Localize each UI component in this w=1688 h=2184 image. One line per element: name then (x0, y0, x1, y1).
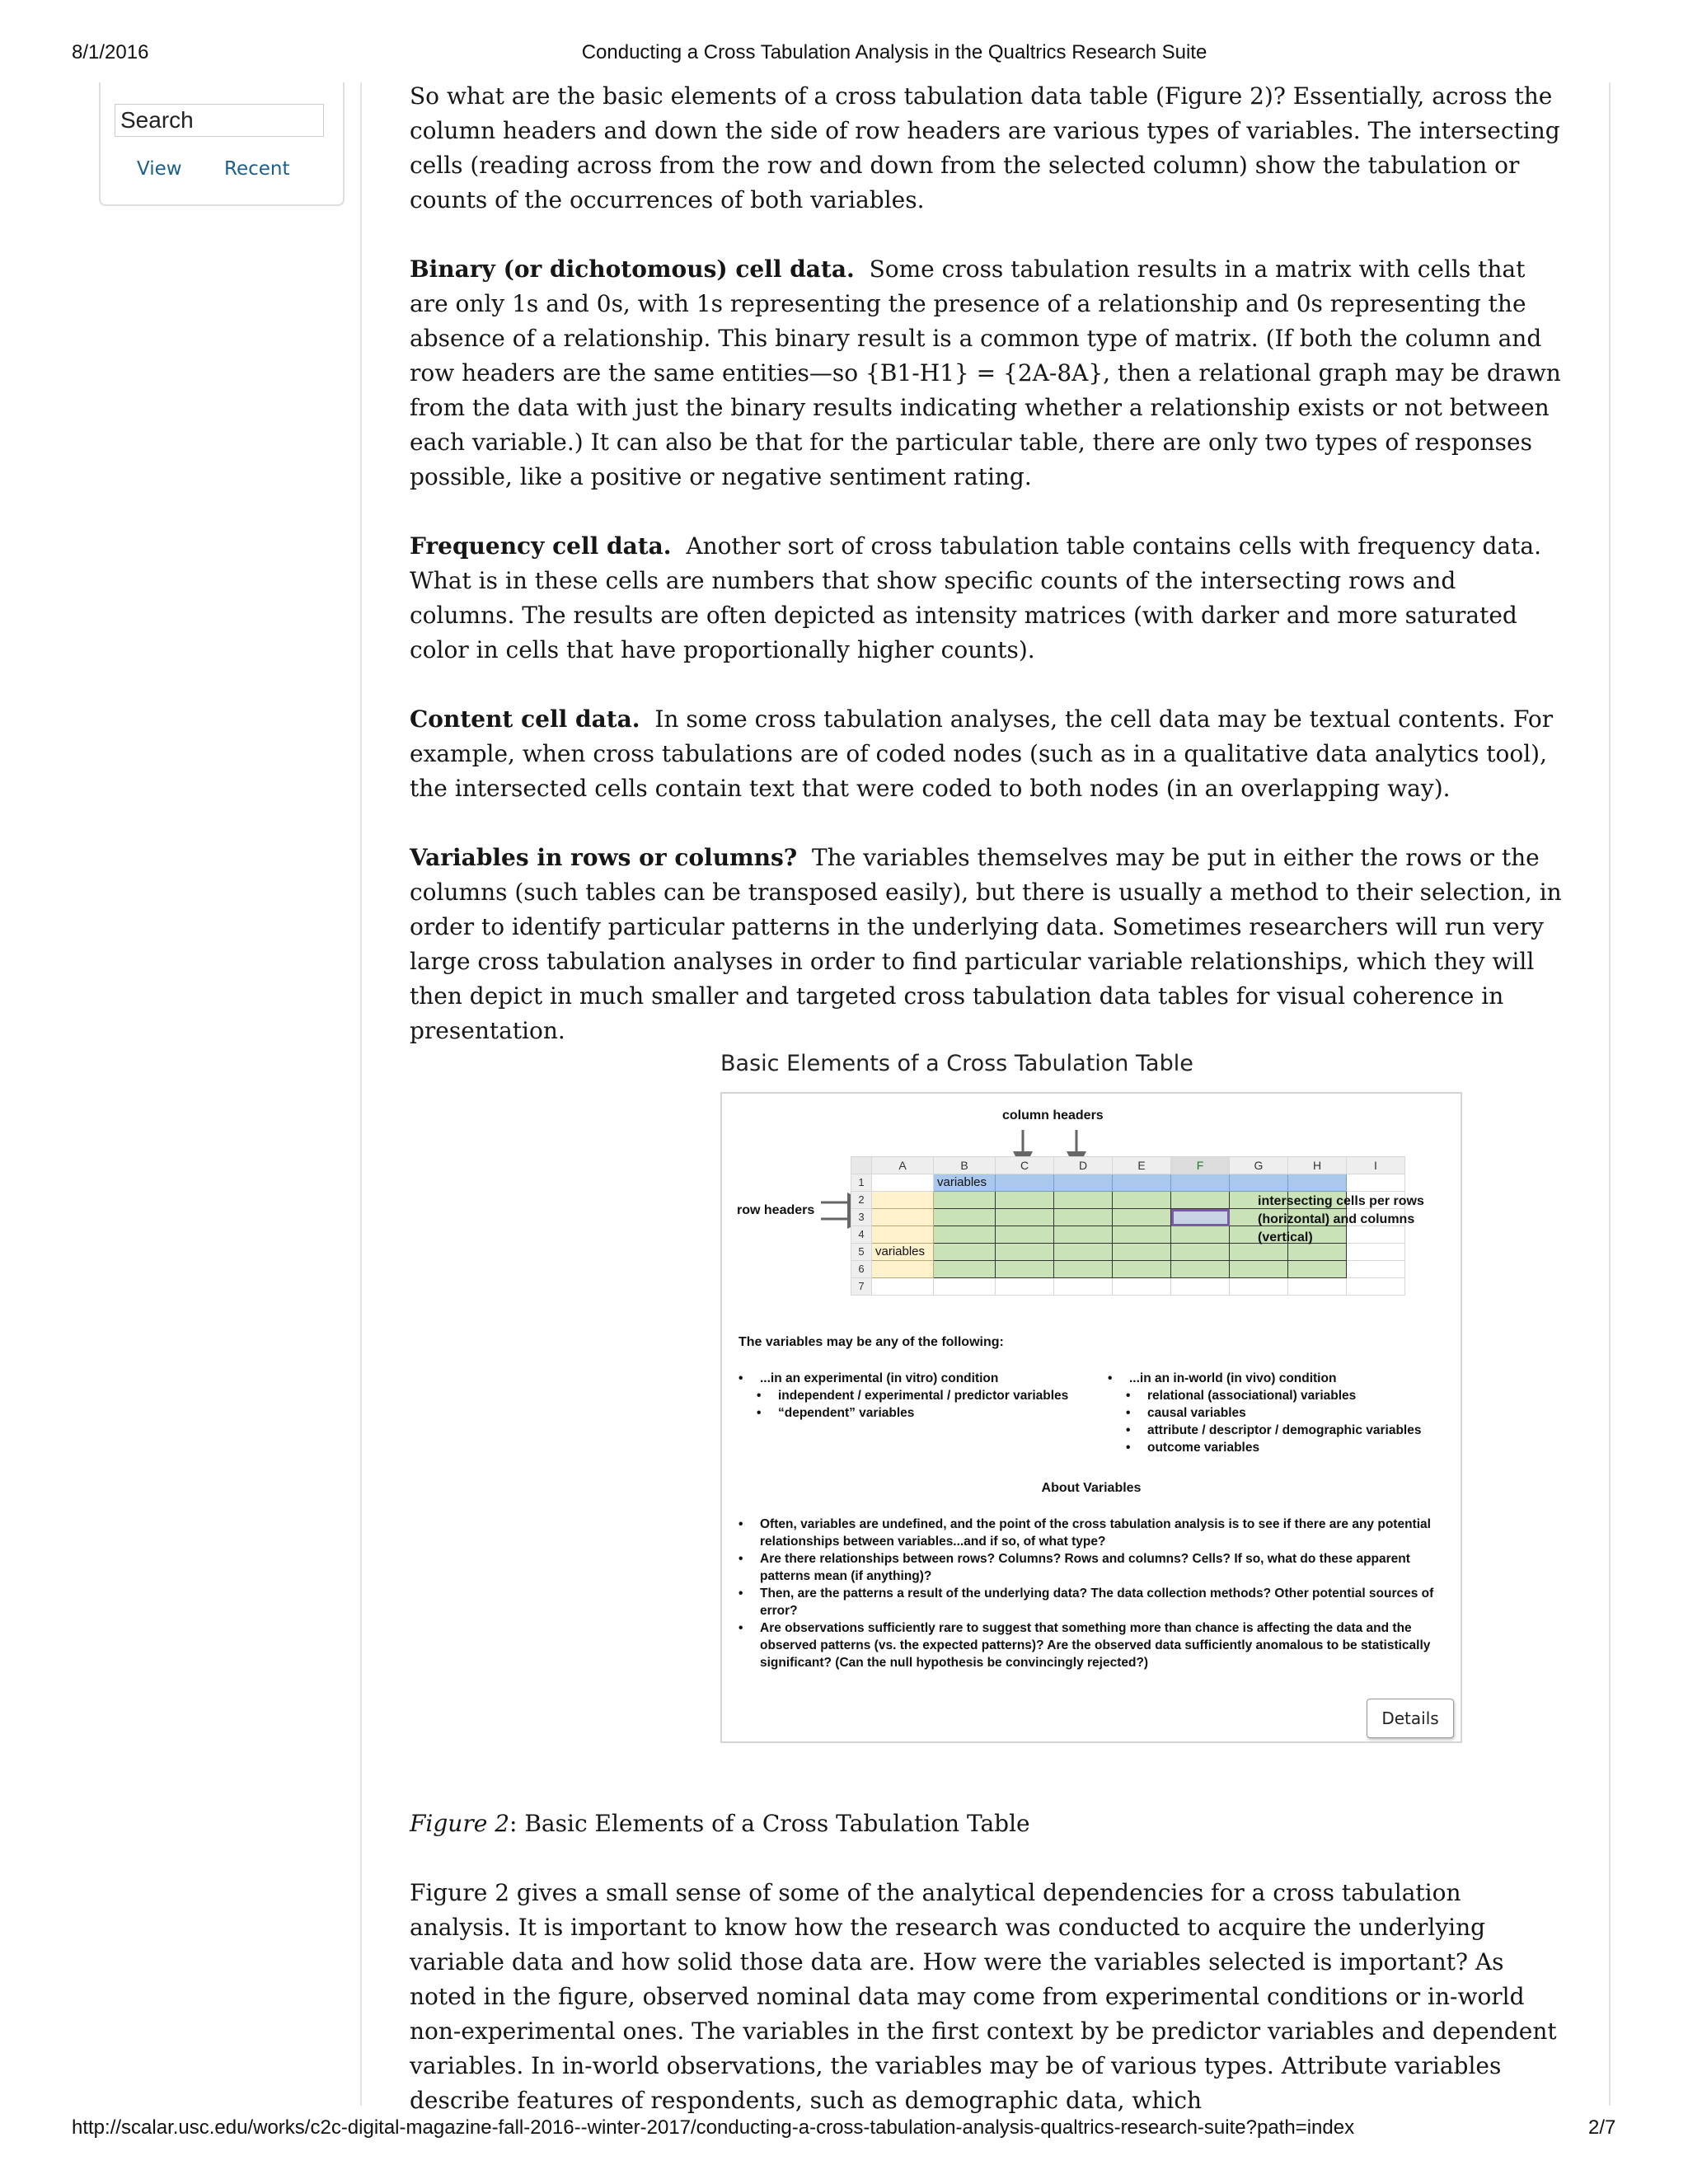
cell (996, 1278, 1054, 1296)
variables-heading: Variables in rows or columns? (410, 844, 798, 871)
cell (1288, 1261, 1347, 1278)
variables-paragraph (410, 841, 1564, 1048)
cell (1347, 1278, 1405, 1296)
content-text: In some cross tabulation analyses, the cell data may be textual contents. For example, when cross tabulations are of coded nodes (such as in a qualitative data analytics tool), the intersected cells contain text that were coded to both nodes (in an overlapping way). (410, 705, 1554, 802)
cell (872, 1192, 934, 1209)
about-variables-list (738, 1516, 1447, 1671)
print-date: 8/1/2016 (72, 41, 149, 63)
figure-caption-text: : Basic Elements of a Cross Tabulation Table (509, 1810, 1030, 1837)
cell (1054, 1261, 1113, 1278)
cell (1288, 1278, 1347, 1296)
binary-text: Some cross tabulation results in a matrix with cells that are only 1s and 0s, with 1s representing the presence of a relationship and 0s representing the absence of a relationship. This binary result is a common type of matrix. (If both the column and row headers are the same entities—so {B1-H1} = {2A-8A}, then a relational graph may be drawn from the data with just the binary results indicating whether a relationship exists or not between each variable.) It can also be that for the particular table, there are only two types of responses possible, like a positive or negative sentiment rating. (410, 255, 1561, 490)
cell (872, 1278, 934, 1296)
variables-may-be-heading: The variables may be any of the following: (738, 1335, 1004, 1349)
list-item: • relational (associational) variables (1108, 1387, 1454, 1404)
list-item: • Are there relationships between rows? Columns? Rows and columns? Cells? If so, what do these apparent patterns mean (if anything)? (738, 1550, 1447, 1585)
cell (1230, 1261, 1288, 1278)
list-item: • independent / experimental / predictor variables (738, 1387, 1101, 1404)
cell (996, 1209, 1054, 1226)
list-item: • “dependent” variables (738, 1404, 1101, 1422)
cell (934, 1192, 996, 1209)
cell (1113, 1226, 1171, 1244)
column-header-e: E (1113, 1157, 1171, 1174)
figure-panel (720, 1092, 1462, 1743)
cell (1113, 1209, 1171, 1226)
row-headers-label: row headers (737, 1203, 815, 1217)
cell (1113, 1244, 1171, 1261)
list-item: • outcome variables (1108, 1439, 1454, 1456)
row-number-4: 4 (851, 1226, 872, 1244)
cell (1054, 1278, 1113, 1296)
article-body-continued (410, 1807, 1564, 2153)
list-item: • ...in an experimental (in vitro) condition (738, 1370, 1101, 1387)
cell (1113, 1192, 1171, 1209)
row-number-3: 3 (851, 1209, 872, 1226)
top-variables-label: variables (934, 1174, 996, 1192)
recent-link[interactable]: Recent (224, 158, 290, 180)
cell (996, 1174, 1054, 1192)
cell (934, 1226, 996, 1244)
list-item: • ...in an in-world (in vivo) condition (1108, 1370, 1454, 1387)
cell (872, 1209, 934, 1226)
list-item: • Often, variables are undefined, and the point of the cross tabulation analysis is to see if there are any potential relationships between variables...and if so, of what type? (738, 1516, 1447, 1550)
cell (1054, 1244, 1113, 1261)
details-button[interactable]: Details (1367, 1699, 1454, 1738)
cell (1347, 1261, 1405, 1278)
column-header-i: I (1347, 1157, 1405, 1174)
column-header-c: C (996, 1157, 1054, 1174)
figure-caption-label: Figure 2 (410, 1810, 510, 1837)
row-number-5: 5 (851, 1244, 872, 1261)
binary-heading: Binary (or dichotomous) cell data. (410, 255, 855, 283)
cell (1054, 1192, 1113, 1209)
cell (1054, 1226, 1113, 1244)
cell (1171, 1192, 1230, 1209)
cell (1054, 1174, 1113, 1192)
search-input[interactable] (115, 104, 324, 137)
cell (1230, 1174, 1288, 1192)
cell (1113, 1278, 1171, 1296)
cell (1171, 1174, 1230, 1192)
column-header-b: B (934, 1157, 996, 1174)
about-variables-title: About Variables (1041, 1481, 1142, 1495)
view-link[interactable]: View (137, 158, 182, 180)
figure-caption (410, 1807, 1564, 1841)
column-headers-label: column headers (1002, 1108, 1104, 1122)
cell (934, 1244, 996, 1261)
cell (996, 1226, 1054, 1244)
page-number: 2/7 (1588, 2116, 1616, 2139)
cell (872, 1174, 934, 1192)
column-header-g: G (1230, 1157, 1288, 1174)
cell (1113, 1261, 1171, 1278)
column-header-d: D (1054, 1157, 1113, 1174)
cell (872, 1226, 934, 1244)
cell (996, 1244, 1054, 1261)
content-divider-left (360, 82, 362, 2106)
column-header-h: H (1288, 1157, 1347, 1174)
row-number-6: 6 (851, 1261, 872, 1278)
list-item: • Then, are the patterns a result of the underlying data? The data collection methods? Other potential sources of error? (738, 1585, 1447, 1619)
cell (872, 1261, 934, 1278)
binary-paragraph (410, 252, 1564, 494)
sidebar-search-panel (99, 82, 345, 206)
in-world-list (1108, 1370, 1454, 1456)
cell (996, 1261, 1054, 1278)
cell (934, 1278, 996, 1296)
selected-cell (1171, 1209, 1230, 1226)
experimental-list (738, 1370, 1101, 1422)
cell (1171, 1226, 1230, 1244)
row-number-2: 2 (851, 1192, 872, 1209)
list-item: • causal variables (1108, 1404, 1454, 1422)
closing-paragraph: Figure 2 gives a small sense of some of the analytical dependencies for a cross tabulation analysis. It is important to know how the research was conducted to acquire the underlying variable data and how solid those data are. How were the variables selected is important? As noted in the figure, observed nominal data may come from experimental conditions or in-world non-experimental ones. The variables in the first context by be predictor variables and dependent variables. In in-world observations, the variables may be of various types. Attribute variables describe features of respondents, such as demographic data, which (410, 1879, 1557, 2114)
content-divider-right (1609, 82, 1611, 2106)
content-heading: Content cell data. (410, 705, 640, 733)
cell (996, 1192, 1054, 1209)
print-title: Conducting a Cross Tabulation Analysis in the Qualtrics Research Suite (581, 41, 1207, 63)
figure-title: Basic Elements of a Cross Tabulation Table (720, 1051, 1193, 1076)
variables-text: The variables themselves may be put in either the rows or the columns (such tables can be transposed easily), but there is usually a method to their selection, in order to identify particular patterns in the underlying data. Sometimes researchers will run very large cross tabulation analyses in order to find particular variable relationships, which they will then depict in much smaller and targeted cross tabulation data tables for visual coherence in presentation. (410, 844, 1562, 1044)
row-number-1: 1 (851, 1174, 872, 1192)
column-header-a: A (872, 1157, 934, 1174)
cell (1171, 1278, 1230, 1296)
print-url: http://scalar.usc.edu/works/c2c-digital-magazine-fall-2016--winter-2017/conducting-a-cross-tabulation-analysis-qualtrics-research-suite?path=index (72, 2116, 1355, 2139)
frequency-heading: Frequency cell data. (410, 532, 672, 560)
cell (934, 1209, 996, 1226)
side-variables-label: variables (872, 1244, 934, 1261)
cell (1347, 1174, 1405, 1192)
list-item: • attribute / descriptor / demographic variables (1108, 1422, 1454, 1439)
column-header-f: F (1171, 1157, 1230, 1174)
intersecting-cells-note: intersecting cells per rows (horizontal) and columns (vertical) (1258, 1194, 1424, 1244)
cell (934, 1261, 996, 1278)
frequency-text: Another sort of cross tabulation table contains cells with frequency data. What is in these cells are numbers that show specific counts of the intersecting rows and columns. The results are often depicted as intensity matrices (with darker and more saturated color in cells that have proportionally higher counts). (410, 532, 1541, 663)
cell (1171, 1244, 1230, 1261)
frequency-paragraph (410, 529, 1564, 668)
row-number-7: 7 (851, 1278, 872, 1296)
cell (1054, 1209, 1113, 1226)
cell (1288, 1174, 1347, 1192)
intro-paragraph: So what are the basic elements of a cross tabulation data table (Figure 2)? Essentially, across the column headers and down the side of row headers are various types of variables. The intersecting cells (reading across from the row and down from the selected column) show the tabulation or counts of the occurrences of both variables. (410, 82, 1560, 213)
cell (1230, 1278, 1288, 1296)
sheet-corner (851, 1157, 872, 1174)
article-body (410, 79, 1564, 1083)
list-item: • Are observations sufficiently rare to suggest that something more than chance is affecting the data and the observed patterns (vs. the expected patterns)? Are the observed data sufficiently anomalous to be statistically significant? (Can the null hypothesis be convincingly rejected?) (738, 1619, 1447, 1671)
cell (1113, 1174, 1171, 1192)
cell (1171, 1261, 1230, 1278)
content-paragraph (410, 702, 1564, 806)
